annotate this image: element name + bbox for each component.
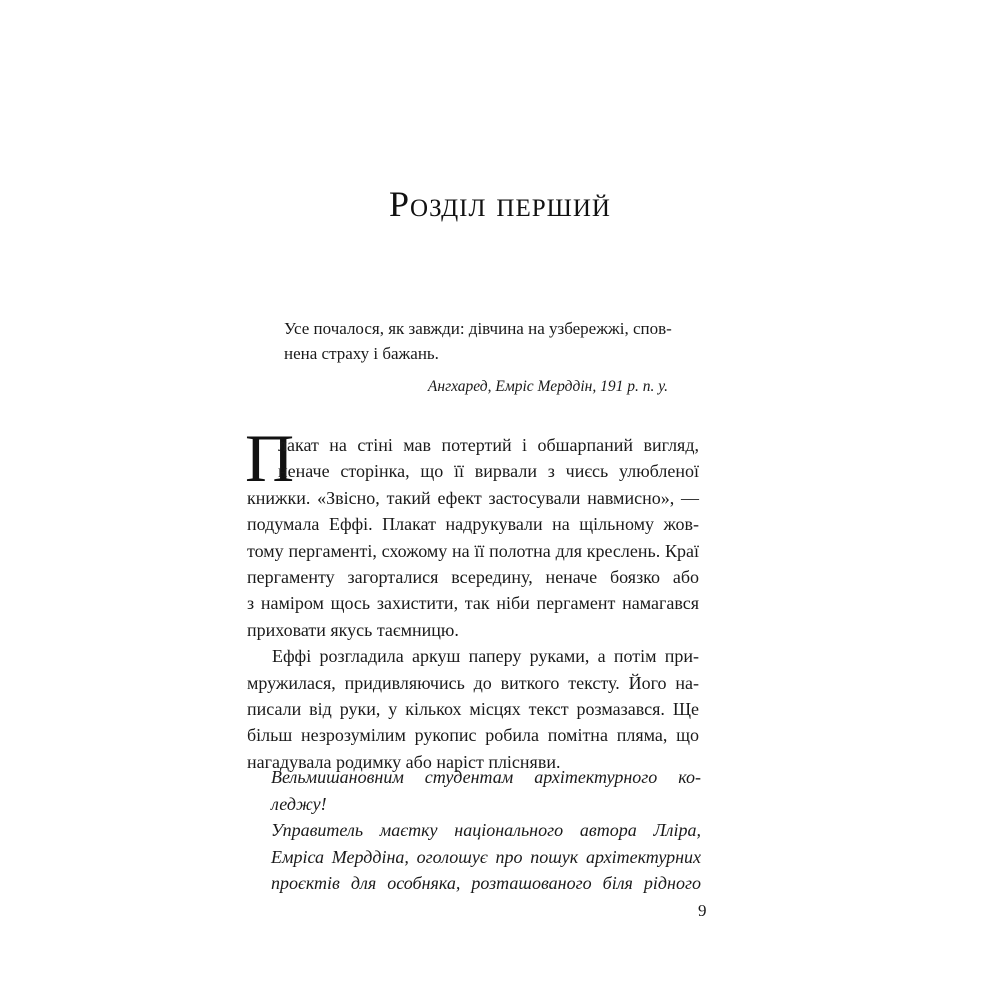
page-number: 9 <box>698 901 707 920</box>
body-line: лакат на стіні мав потертий і обшарпаний вигляд, <box>278 435 699 455</box>
epigraph-line: нена страху і бажань. <box>284 344 439 363</box>
body-line: книжки. «Звісно, такий ефект застосували навмисно», — <box>247 487 699 508</box>
drop-cap: П <box>245 420 295 496</box>
notice-line: проєктів для особняка, розташованого біля рідного <box>271 873 701 894</box>
body-line: приховати якусь таємницю. <box>247 619 459 640</box>
notice-line: леджу! <box>271 793 327 814</box>
body-line: писали від руки, у кількох місцях текст розмазався. Ще <box>247 699 699 720</box>
notice-line: Управитель маєтку національного автора Лліра, <box>271 820 701 841</box>
epigraph-attribution: Ангхаред, Емріс Мерддін, 191 р. п. у. <box>427 378 668 395</box>
epigraph-line: Усе почалося, як завжди: дівчина на узбережжі, спов- <box>284 319 672 338</box>
body-text <box>245 420 699 775</box>
body-line: з наміром щось захистити, так ніби пергамент намагався <box>247 593 699 614</box>
epigraph <box>284 316 684 399</box>
body-line: Еффі розгладила аркуш паперу руками, а потім при- <box>272 646 699 667</box>
body-line: мружилася, придивляючись до виткого тексту. Його на- <box>247 672 699 693</box>
notice-line: Емріса Мерддіна, оголошує про пошук архітектурних <box>271 846 701 867</box>
body-line: неначе сторінка, що її вирвали з чиєсь улюбленої <box>278 461 699 482</box>
chapter-title: Розділ перший <box>389 184 611 224</box>
body-line: подумала Еффі. Плакат надрукували на щільному жов- <box>247 514 699 535</box>
notice-line: Вельмишановним студентам архітектурного ко- <box>271 767 701 787</box>
body-line: більш незрозумілим рукопис робила помітна пляма, що <box>247 725 699 746</box>
body-line: нагадувала родимку або наріст плісняви. <box>247 751 561 772</box>
body-line: тому пергаменті, схожому на її полотна для креслень. Краї <box>247 540 699 561</box>
notice-text <box>271 764 701 897</box>
body-line: пергаменту загорталися всередину, неначе боязко або <box>247 567 699 588</box>
